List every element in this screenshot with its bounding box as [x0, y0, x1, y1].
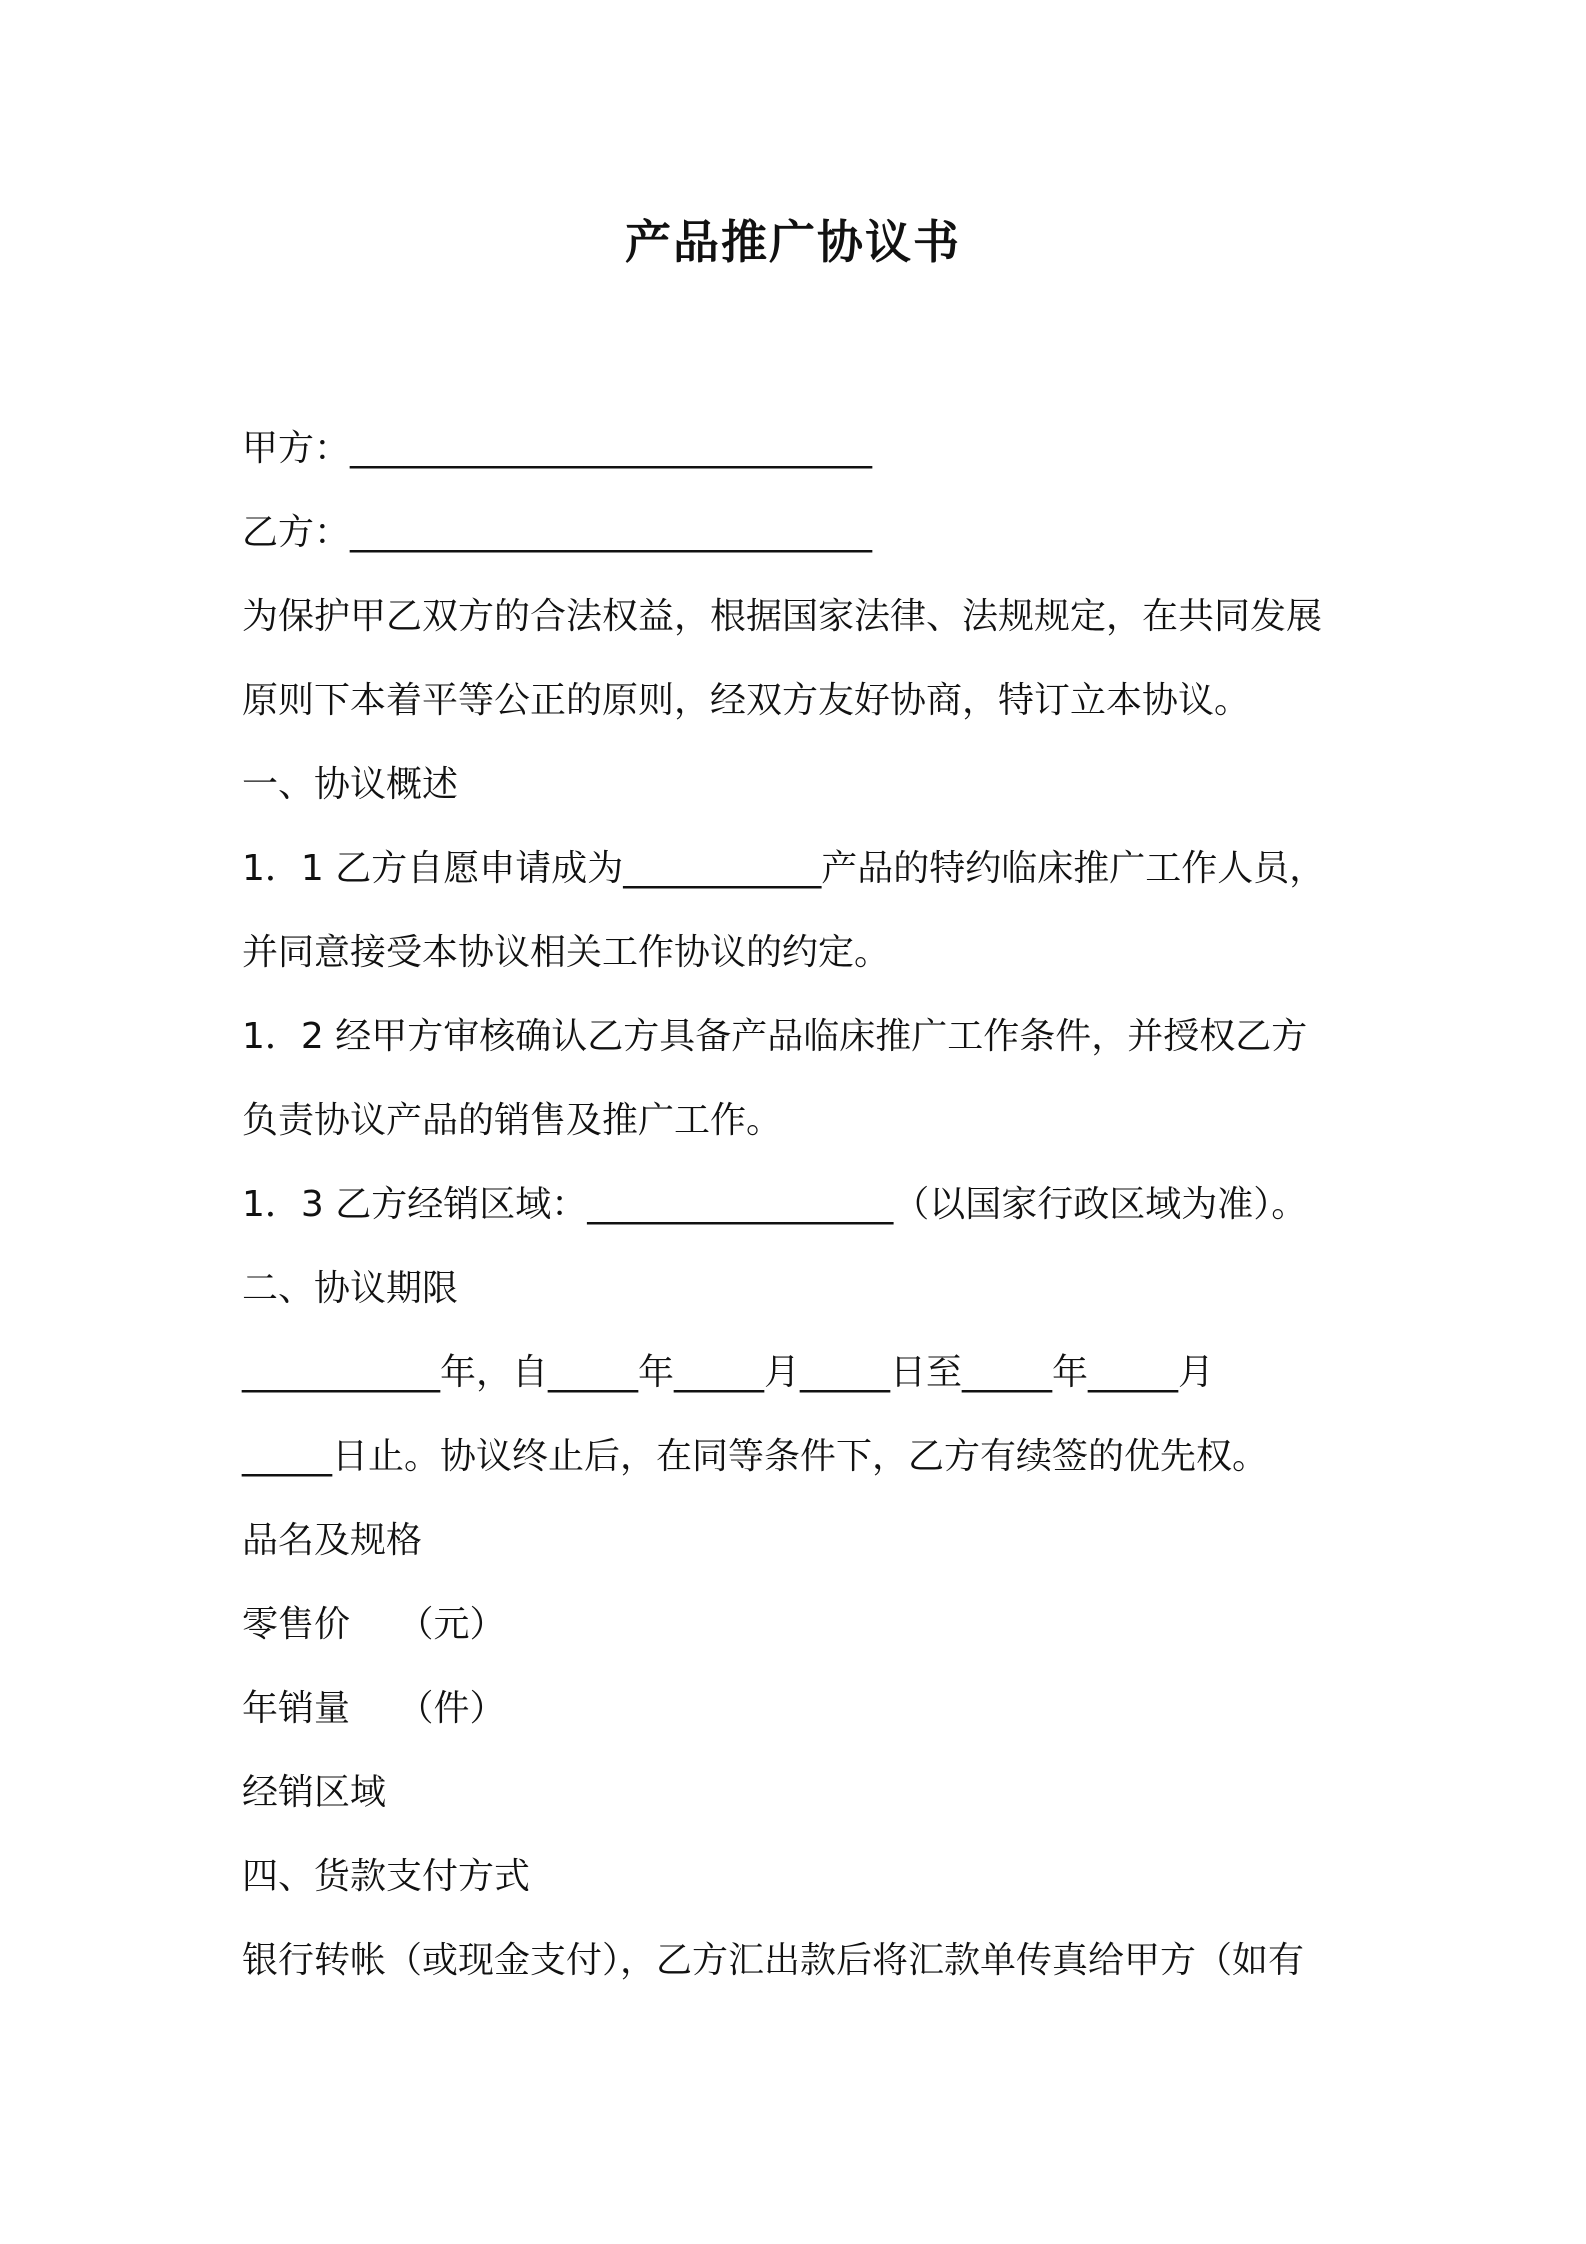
retail-price-label: 零售价 （元） — [242, 1604, 506, 1645]
section-1-heading: 一、协议概述 — [242, 764, 459, 805]
clause-1-2-line-1: 1．2 经甲方审核确认乙方具备产品临床推广工作条件，并授权乙方 — [242, 1016, 1308, 1057]
annual-sales-label: 年销量 （件） — [242, 1688, 506, 1729]
section-2-heading: 二、协议期限 — [242, 1268, 459, 1309]
section-4-heading: 四、货款支付方式 — [242, 1856, 531, 1897]
clause-1-1-line-1: 1．1 乙方自愿申请成为___________产品的特约临床推广工作人员， — [242, 848, 1326, 889]
clause-1-1-line-2: 并同意接受本协议相关工作协议的约定。 — [242, 932, 891, 973]
term-line-1: ___________年，自_____年_____月_____日至_____年_____月 — [242, 1352, 1215, 1393]
clause-1-3: 1．3 乙方经销区域：_________________（以国家行政区域为准）。 — [242, 1184, 1308, 1225]
product-spec-label: 品名及规格 — [242, 1520, 423, 1561]
term-line-2: _____日止。协议终止后，在同等条件下，乙方有续签的优先权。 — [242, 1436, 1269, 1477]
preamble-line-1: 为保护甲乙双方的合法权益，根据国家法律、法规规定，在共同发展 — [242, 596, 1323, 637]
party-b-line: 乙方：_____________________________ — [242, 512, 873, 553]
clause-1-2-line-2: 负责协议产品的销售及推广工作。 — [242, 1100, 783, 1141]
sales-region-label: 经销区域 — [242, 1772, 387, 1813]
payment-line-1: 银行转帐（或现金支付），乙方汇出款后将汇款单传真给甲方（如有 — [242, 1940, 1305, 1981]
document-title: 产品推广协议书 — [625, 215, 961, 269]
preamble-line-2: 原则下本着平等公正的原则，经双方友好协商，特订立本协议。 — [242, 680, 1251, 721]
document-body — [242, 407, 1362, 2003]
party-a-line: 甲方：_____________________________ — [242, 428, 873, 469]
